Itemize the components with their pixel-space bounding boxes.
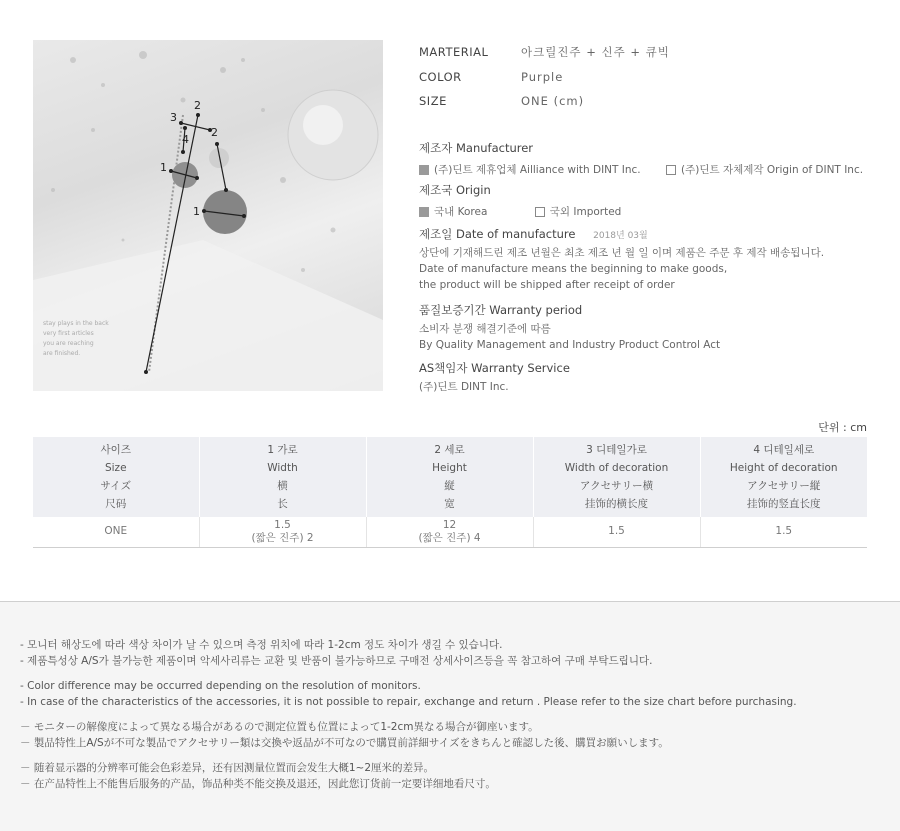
notice-korean: - 모니터 해상도에 따라 색상 차이가 날 수 있으며 측정 위치에 따라 1-2cm 정도 차이가 생길 수 있습니다. - 제품특성상 A/S가 불가능한 제품이며 악세사리류는 교환 및 반품이 불가능하므로 구매전 상세사이즈등을 꼭 참고하여 구매 부탁드립니다. (20, 639, 653, 667)
option-label: (주)딘트 자체제작 Origin of DINT Inc. (681, 164, 864, 176)
option-label: 국외 Imported (549, 206, 622, 218)
cell-size: ONE (33, 517, 199, 547)
unchecked-box-icon (535, 207, 545, 217)
header-size: 사이즈 Size サイズ 尺码 (33, 437, 199, 517)
warranty-line: By Quality Management and Industry Product Control Act (419, 339, 721, 351)
header-decoration-height: 4 디테일세로 Height of decoration アクセサリー縦 挂饰的竖直长度 (700, 437, 867, 517)
manufacturer-option-alliance (419, 162, 641, 178)
earring-illustration (33, 40, 383, 391)
option-label: 국내 Korea (434, 206, 488, 218)
size-table-header-row (33, 437, 867, 517)
product-photo (33, 40, 383, 391)
manufacturer-title: 제조자 Manufacturer (419, 141, 534, 155)
as-value: (주)딘트 DINT Inc. (419, 381, 509, 393)
notice-panel (0, 602, 900, 831)
unit-label: 단위 : cm (818, 421, 867, 434)
page-text-1: stay plays in the back (43, 320, 109, 327)
cell-height: 12 (짧은 진주) 4 (366, 517, 533, 547)
page-text-3: you are reaching (43, 340, 94, 347)
spec-row-color (419, 65, 670, 90)
manufacturer-section (419, 140, 885, 180)
notice-english: - Color difference may be occurred depending on the resolution of monitors. - In case of the characteristics of the accessories, it is not possible to repair, exchange and return . Please refer to the size chart before purchasing. (20, 680, 797, 708)
table-row (33, 517, 867, 547)
page-text-2: very first articles (43, 330, 94, 337)
cell-decoration-width: 1.5 (533, 517, 700, 547)
origin-option-korea (419, 204, 487, 220)
page-text-4: are finished. (43, 350, 81, 357)
origin-title: 제조국 Origin (419, 183, 491, 197)
cell-width: 1.5 (짧은 진주) 2 (199, 517, 366, 547)
measure-label-3: 3 (170, 111, 177, 124)
origin-option-imported (535, 204, 622, 220)
measure-label-4: 4 (182, 133, 189, 146)
manufacturer-option-origin (666, 162, 863, 178)
unchecked-box-icon (666, 165, 676, 175)
notice-japanese: － モニターの解像度によって異なる場合があるので測定位置も位置によって1-2cm異なる場合が御座います。 － 製品特性上A/Sが不可な製品でアクセサリー類は交換や返品が不可なので購買前詳細サイズをきちんと確認した後、購買お願いします。 (20, 721, 669, 749)
as-section (419, 360, 570, 395)
spec-key: SIZE (419, 94, 447, 109)
size-table (33, 437, 867, 548)
spec-value: ONE (cm) (521, 94, 585, 109)
spec-list (419, 40, 670, 114)
spec-key: MARTERIAL (419, 45, 489, 60)
cell-decoration-height: 1.5 (700, 517, 867, 547)
measure-label-1-large: 1 (193, 205, 200, 218)
date-title: 제조일 Date of manufacture (419, 227, 576, 241)
spec-row-material (419, 40, 670, 65)
date-section (419, 226, 824, 293)
date-line: Date of manufacture means the beginning to make goods, (419, 263, 728, 275)
as-title: AS책임자 Warranty Service (419, 361, 570, 375)
measure-label-2-top: 2 (194, 99, 201, 112)
warranty-line: 소비자 분쟁 해결기준에 따름 (419, 323, 551, 335)
date-title-row (419, 226, 824, 242)
spec-key: COLOR (419, 69, 462, 84)
warranty-section (419, 302, 720, 353)
spec-value: 아크릴진주 + 신주 + 큐빅 (521, 45, 670, 60)
notice-chinese: － 随着显示器的分辨率可能会色彩差异，还有因测量位置而会发生大概1~2厘米的差异。 － 在产品特性上不能售后服务的产品，饰品种类不能交换及退还，因此您订货前一定要详细地看尺寸。 (20, 762, 496, 790)
spec-row-size (419, 89, 670, 114)
header-height: 2 세로 Height 縦 宽 (366, 437, 533, 517)
checked-box-icon (419, 165, 429, 175)
checked-box-icon (419, 207, 429, 217)
header-decoration-width: 3 디테일가로 Width of decoration アクセサリー横 挂饰的横长度 (533, 437, 700, 517)
date-line: the product will be shipped after receipt of order (419, 279, 675, 291)
measure-label-1-small: 1 (160, 161, 167, 174)
warranty-title: 품질보증기간 Warranty period (419, 303, 583, 317)
option-label: (주)딘트 제휴업체 Ailliance with DINT Inc. (434, 164, 641, 176)
header-width: 1 가로 Width 横 长 (199, 437, 366, 517)
date-line: 상단에 기재해드린 제조 년월은 최초 제조 년 월 일 이며 제품은 주문 후 제작 배송됩니다. (419, 247, 825, 259)
date-value: 2018년 03월 (593, 231, 648, 241)
spec-value: Purple (521, 69, 564, 84)
measure-label-2: 2 (211, 126, 218, 139)
origin-section (419, 182, 643, 222)
